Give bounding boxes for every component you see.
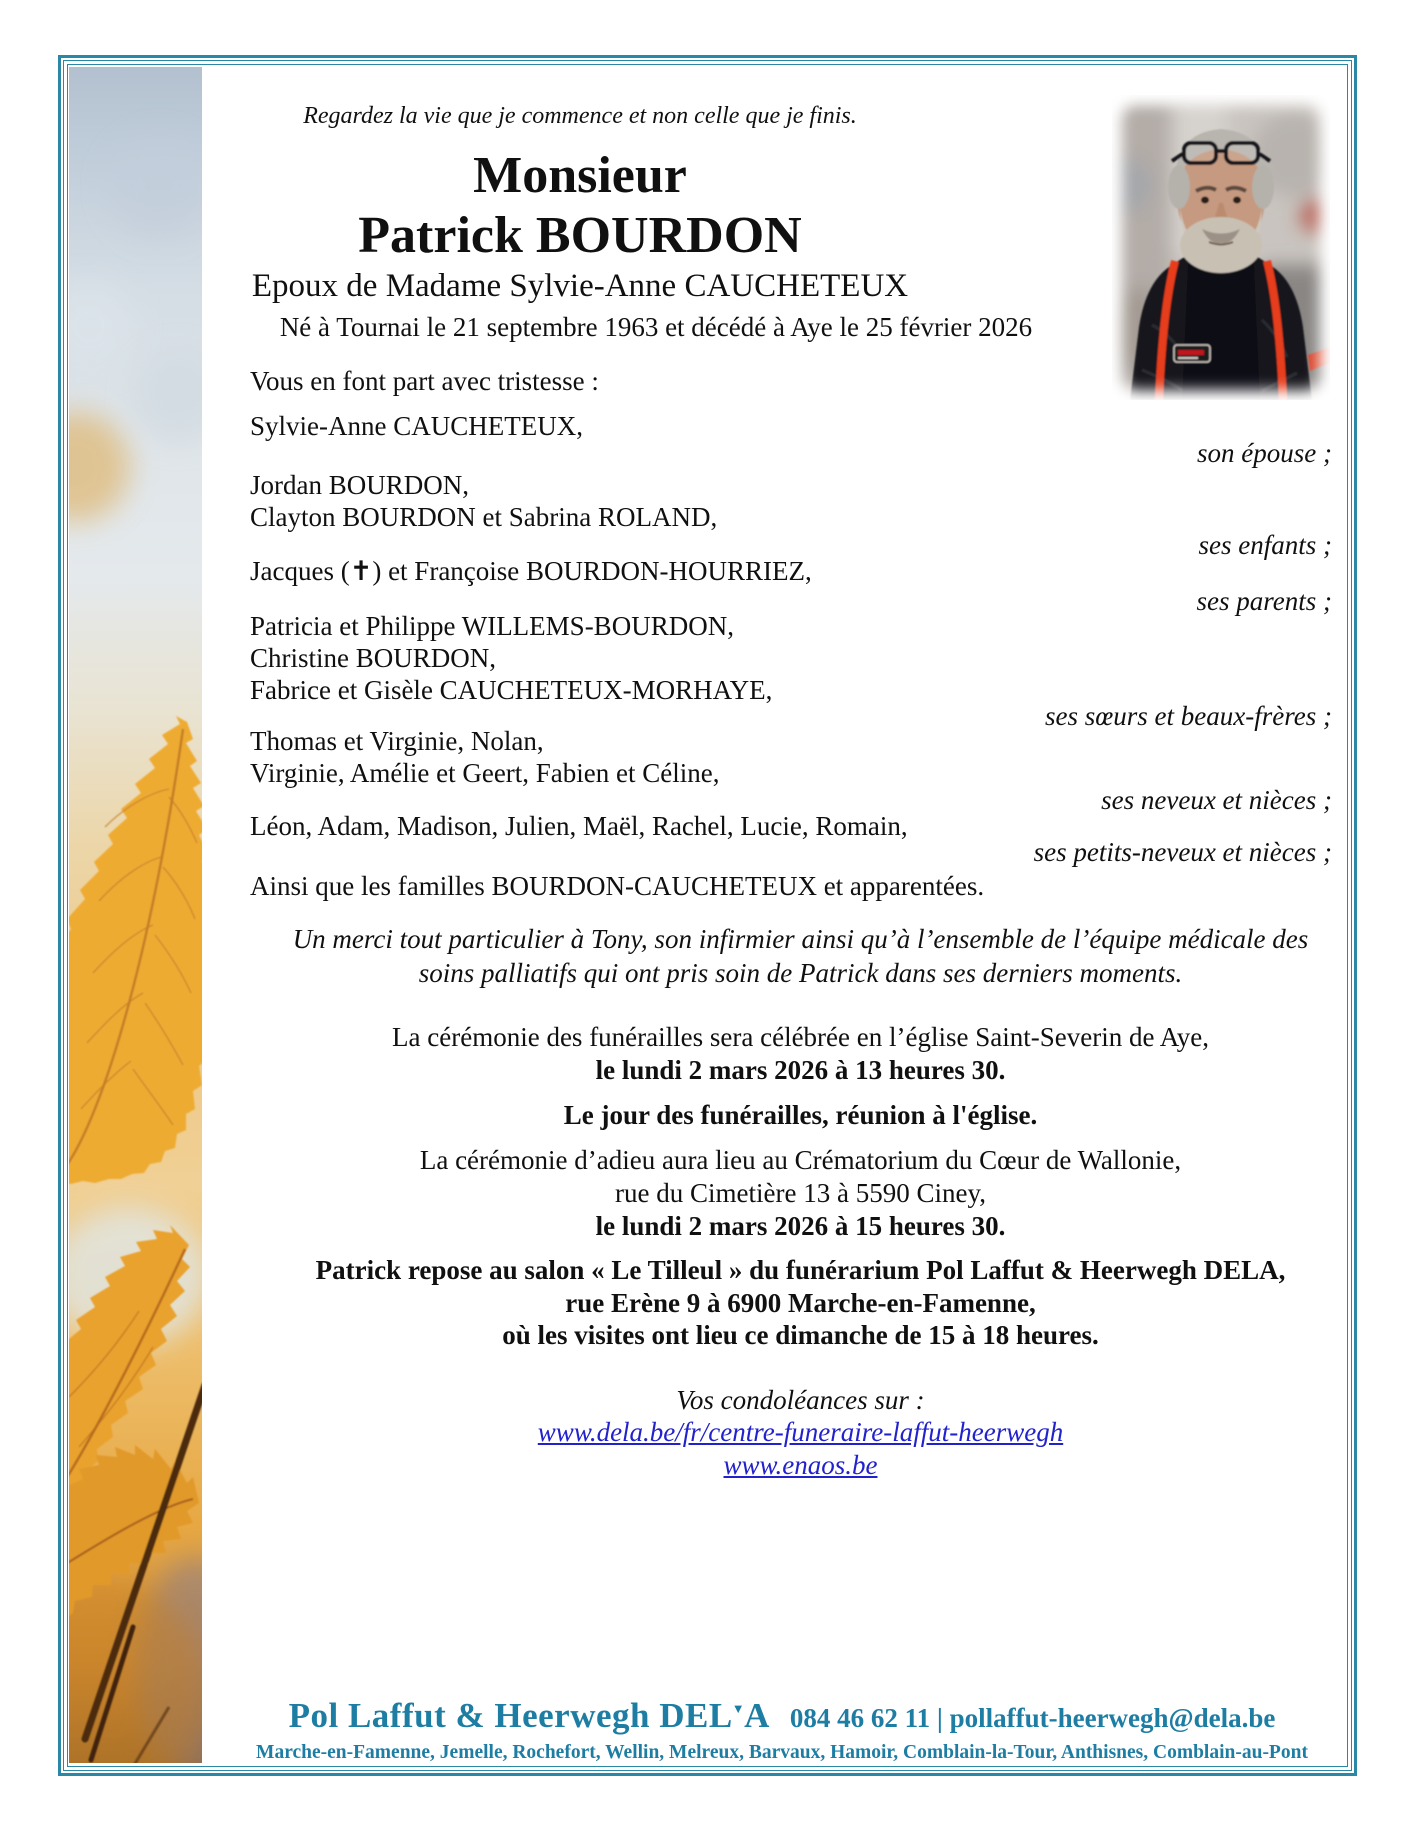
funeral-home-footer bbox=[232, 1696, 1332, 1736]
autumn-leaves-image bbox=[69, 67, 202, 1763]
family-name-line: Fabrice et Gisèle CAUCHETEUX-MORHAYE, bbox=[250, 675, 773, 705]
farewell-datetime: le lundi 2 mars 2026 à 15 heures 30. bbox=[595, 1211, 1006, 1241]
deceased-name: Patrick BOURDON bbox=[358, 207, 802, 264]
church-datetime: le lundi 2 mars 2026 à 13 heures 30. bbox=[595, 1055, 1006, 1085]
family-name-line: Virginie, Amélie et Geert, Fabien et Céline, bbox=[250, 758, 720, 788]
family-name-line: Patricia et Philippe WILLEMS-BOURDON, bbox=[250, 611, 734, 641]
relation-label: son épouse ; bbox=[1197, 438, 1332, 468]
family-name-line: Clayton BOURDON et Sabrina ROLAND, bbox=[250, 502, 718, 532]
deceased-portrait-photo bbox=[1112, 95, 1330, 400]
birth-death-line: Né à Tournai le 21 septembre 1963 et décédé à Aye le 25 février 2026 bbox=[279, 312, 1033, 342]
card-frame bbox=[58, 55, 1357, 1776]
relation-label: ses parents ; bbox=[1196, 586, 1332, 616]
footer-cities: Marche-en-Famenne, Jemelle, Rochefort, Wellin, Melreux, Barvaux, Hamoir, Comblain-la-Tour, Anthisnes, Comblain-au-Pont bbox=[256, 1742, 1308, 1763]
dela-triangle-icon: ▼ bbox=[731, 1701, 746, 1716]
church-ceremony-line: La cérémonie des funérailles sera célébrée en l’église Saint-Severin de Aye, bbox=[392, 1022, 1209, 1052]
opening-quote: Regardez la vie que je commence et non celle que je finis. bbox=[303, 103, 857, 129]
condolences-link-dela[interactable]: www.dela.be/fr/centre-funeraire-laffut-heerwegh bbox=[537, 1417, 1064, 1447]
meeting-line: Le jour des funérailles, réunion à l'église. bbox=[563, 1100, 1038, 1130]
families-line: Ainsi que les familles BOURDON-CAUCHETEUX et apparentées. bbox=[250, 871, 985, 901]
relation-label: ses petits-neveux et nièces ; bbox=[1033, 837, 1332, 867]
condolences-link-wrap bbox=[261, 1450, 1340, 1481]
visits-line: où les visites ont lieu ce dimanche de 15 à 18 heures. bbox=[502, 1320, 1099, 1350]
funeral-home-logo: Pol Laffut & Heerwegh DEL▼A bbox=[288, 1696, 770, 1735]
family-name-line: Jacques (✝) et Françoise BOURDON-HOURRIEZ, bbox=[250, 556, 812, 586]
relation-label: ses neveux et nièces ; bbox=[1101, 785, 1332, 815]
condolences-link-enaos[interactable]: www.enaos.be bbox=[723, 1450, 878, 1480]
family-name-line: Jordan BOURDON, bbox=[250, 470, 469, 500]
farewell-line: La cérémonie d’adieu aura lieu au Crématorium du Cœur de Wallonie, bbox=[419, 1145, 1182, 1175]
condolences-label: Vos condoléances sur : bbox=[676, 1385, 925, 1415]
thanks-paragraph: Un merci tout particulier à Tony, son infirmier ainsi qu’à l’ensemble de l’équipe médicale des soins palliatifs qui ont pris soin de Patrick dans ses derniers moments. bbox=[292, 924, 1309, 988]
family-name-line: Thomas et Virginie, Nolan, bbox=[250, 726, 544, 756]
relation-label: ses enfants ; bbox=[1198, 530, 1332, 560]
farewell-address: rue du Cimetière 13 à 5590 Ciney, bbox=[615, 1178, 986, 1208]
family-name-line: Sylvie-Anne CAUCHETEUX, bbox=[250, 411, 583, 441]
announcement-line: Vous en font part avec tristesse : bbox=[250, 366, 599, 396]
family-name-line: Léon, Adam, Madison, Julien, Maël, Rachel, Lucie, Romain, bbox=[250, 811, 908, 841]
family-name-line: Christine BOURDON, bbox=[250, 643, 497, 673]
spouse-line: Epoux de Madame Sylvie-Anne CAUCHETEUX bbox=[251, 268, 909, 304]
repose-line: Patrick repose au salon « Le Tilleul » du funérarium Pol Laffut & Heerwegh DELA, bbox=[315, 1255, 1286, 1285]
footer-contact: 084 46 62 11 | pollaffut-heerwegh@dela.be bbox=[789, 1703, 1276, 1733]
salutation: Monsieur bbox=[473, 147, 687, 204]
condolences-link-wrap bbox=[261, 1417, 1340, 1448]
repose-address: rue Erène 9 à 6900 Marche-en-Famenne, bbox=[565, 1288, 1036, 1318]
relation-label: ses sœurs et beaux-frères ; bbox=[1045, 701, 1332, 731]
